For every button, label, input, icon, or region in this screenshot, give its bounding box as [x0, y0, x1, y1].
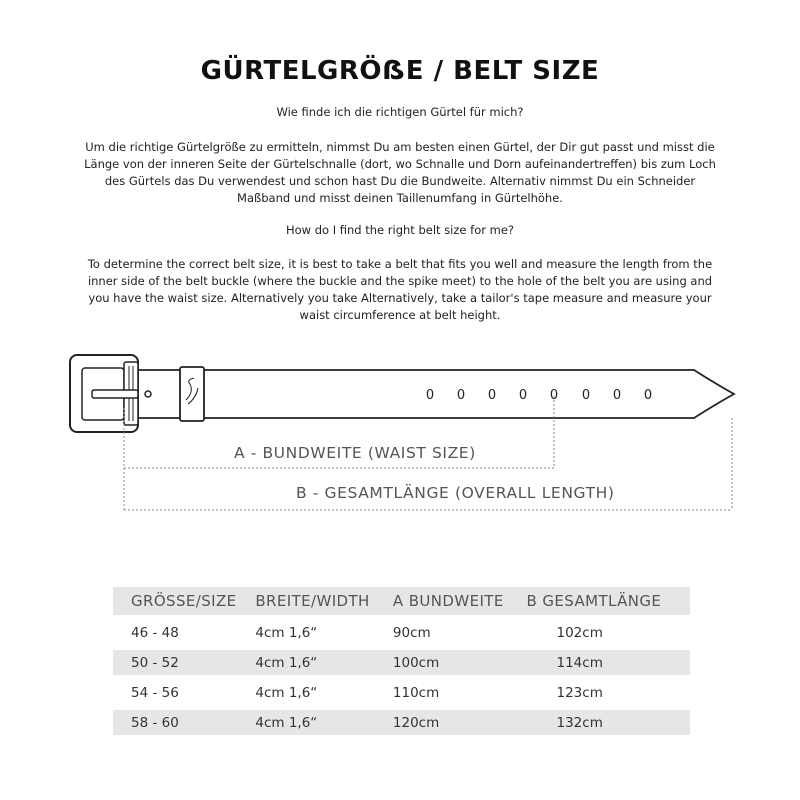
cell-width: 4cm 1,6“: [255, 624, 318, 641]
header-waist: A BUNDWEITE: [393, 587, 527, 615]
header-width: BREITE/WIDTH: [255, 587, 393, 615]
table-row: [113, 710, 690, 735]
header-total-length: B GESAMTLÄNGE: [527, 587, 691, 615]
cell-waist: 120cm: [393, 710, 527, 735]
cell-width: 4cm 1,6“: [255, 710, 393, 735]
cell-total-length: 114cm: [527, 650, 691, 675]
cell-total-length: 123cm: [556, 684, 603, 701]
dimension-a-label: A - BUNDWEITE (WAIST SIZE): [234, 444, 476, 462]
table-header-row: [113, 587, 690, 615]
cell-size: 54 - 56: [131, 684, 179, 701]
english-question: How do I find the right belt size for me?: [285, 223, 514, 237]
belt-hole: 0: [612, 388, 622, 403]
belt-hole: 0: [549, 388, 559, 403]
cell-waist: 90cm: [392, 624, 431, 641]
belt-hole: 0: [456, 388, 466, 403]
german-question: Wie finde ich die richtigen Gürtel für mich?: [276, 105, 524, 119]
belt-hole: 0: [518, 388, 528, 403]
page-title: GÜRTELGRÖẞE / BELT SIZE: [200, 56, 600, 86]
cell-waist: 110cm: [392, 684, 440, 701]
cell-total-length: 132cm: [527, 710, 691, 735]
cell-total-length: 102cm: [556, 624, 603, 641]
cell-size: 46 - 48: [131, 624, 179, 641]
table-row: [113, 680, 690, 705]
rivet: [145, 391, 151, 397]
cell-width: 4cm 1,6“: [255, 650, 393, 675]
cell-width: 4cm 1,6“: [255, 684, 318, 701]
buckle-prong: [92, 390, 138, 398]
dimension-b-label: B - GESAMTLÄNGE (OVERALL LENGTH): [296, 484, 615, 502]
cell-size: 50 - 52: [113, 650, 255, 675]
belt-hole: 0: [425, 388, 435, 403]
table-row: [113, 650, 690, 675]
cell-size: 58 - 60: [113, 710, 255, 735]
belt-hole: 0: [581, 388, 591, 403]
belt-hole: 0: [643, 388, 653, 403]
belt-keeper: [180, 367, 204, 421]
cell-waist: 100cm: [393, 650, 527, 675]
english-instructions: To determine the correct belt size, it is best to take a belt that fits you well and measure the length from the inner side of the belt buckle (where the buckle and the spike meet) to the hole of the belt you are using and you have the waist size. Alternatively you take Alternatively, take a tailor's tape measure and measure your waist circumference at belt height.: [87, 257, 713, 322]
belt-hole: 0: [487, 388, 497, 403]
header-size: GRÖSSE/SIZE: [113, 587, 255, 615]
german-instructions: Um die richtige Gürtelgröße zu ermitteln, nimmst Du am besten einen Gürtel, der Dir gut passt und misst die Länge von der inneren Seite der Gürtelschnalle (dort, wo Schnalle und Dorn aufeinandertreffen) bis zum Loch des Gürtels das Du verwendest und schon hast Du die Bundweite. Alternativ nimmst Du ein Schneider Maßband und misst deinen Taillenumfang in Gürtelhöhe.: [84, 140, 716, 205]
size-table: [113, 582, 690, 740]
table-row: [113, 620, 690, 645]
